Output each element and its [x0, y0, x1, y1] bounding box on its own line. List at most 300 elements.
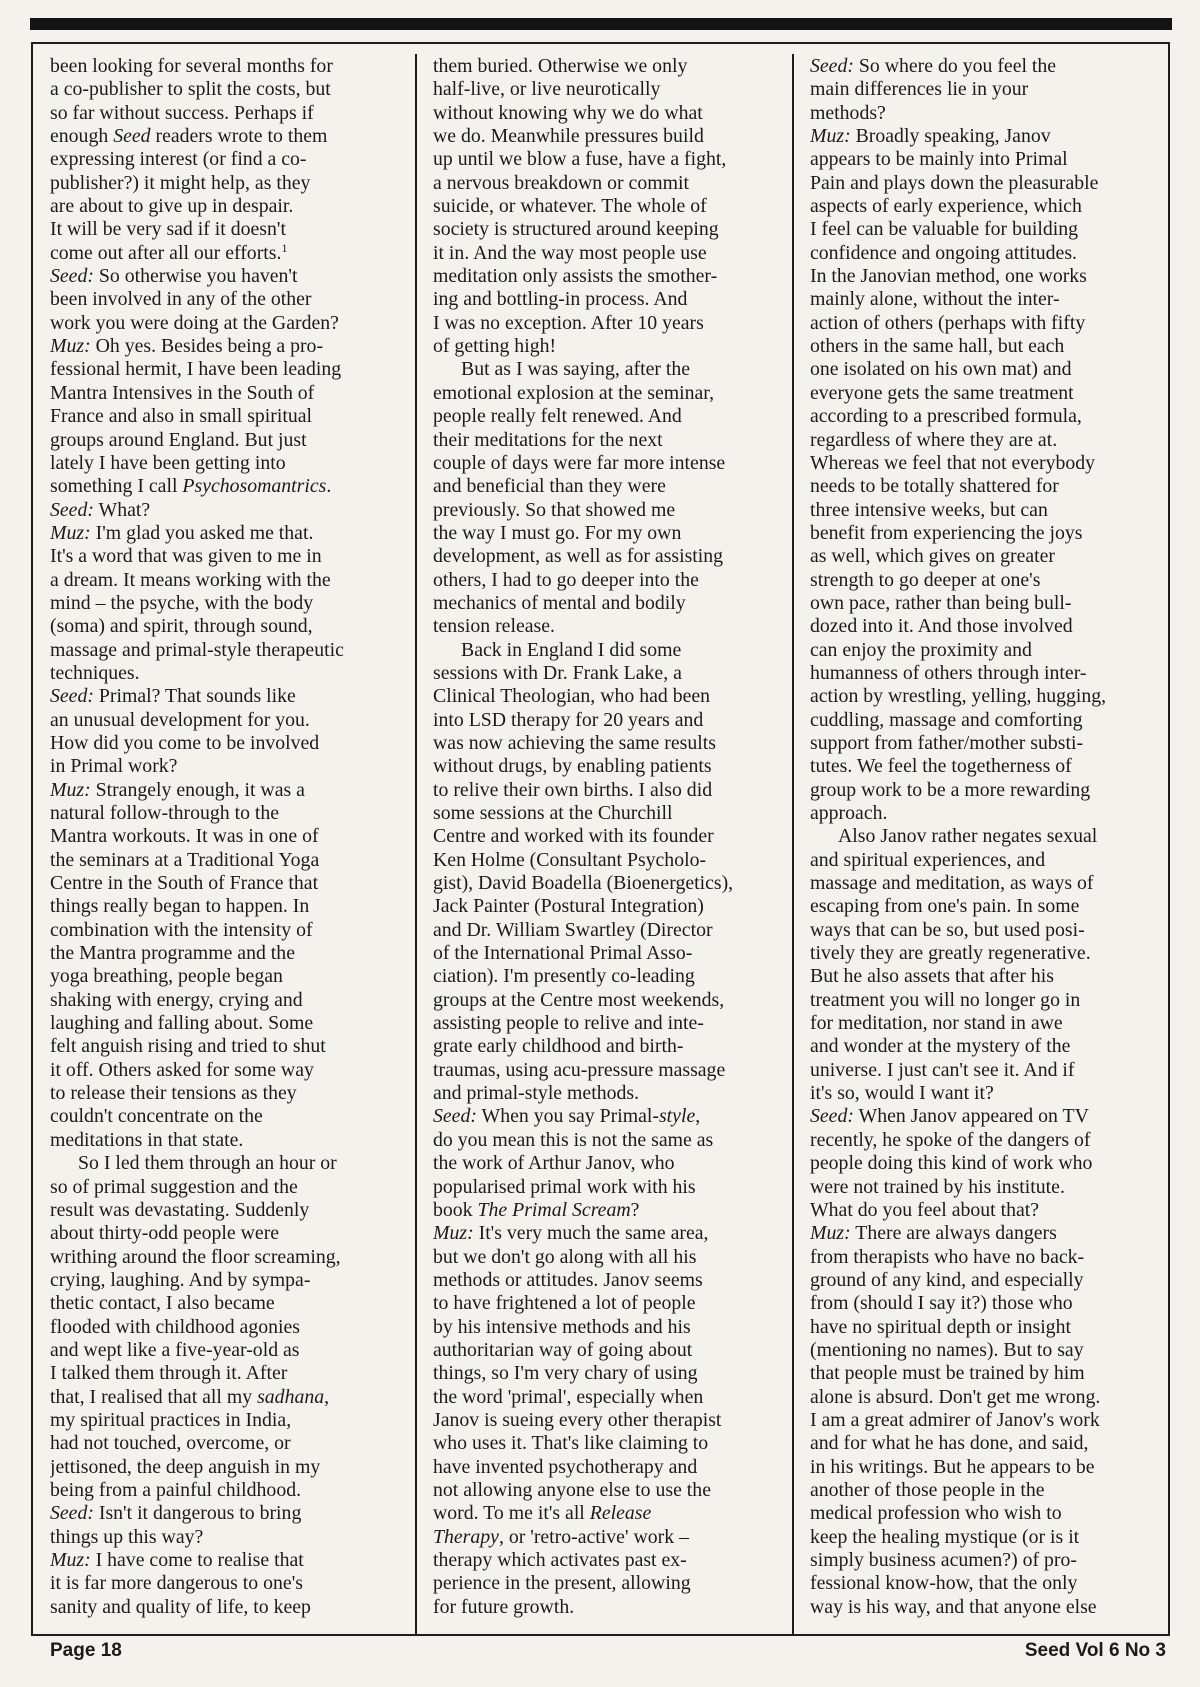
line-text: Clinical Theologian, who had been [433, 685, 711, 708]
text-line [50, 919, 396, 942]
speaker-label: Seed: [810, 55, 854, 77]
article-column-2 [433, 55, 779, 1619]
line-text: mechanics of mental and bodily [433, 591, 686, 614]
speaker-label: Seed: [50, 498, 94, 521]
line-text: the word 'primal', especially when [433, 1385, 704, 1408]
line-text: Ken Holme (Consultant Psycholo- [433, 848, 707, 871]
line-text: of the International Primal Asso- [433, 942, 693, 965]
speaker-label: Muz: [433, 1222, 474, 1245]
line-text: keep the healing mystique (or is it [810, 1525, 1080, 1548]
line-text: as well, which gives on greater [810, 545, 1055, 568]
text-line [50, 125, 396, 148]
text-line [433, 732, 779, 755]
text-line [433, 1012, 779, 1035]
line-text: according to a prescribed formula, [810, 405, 1082, 428]
text-line [50, 942, 396, 965]
footnote-marker: 1 [281, 240, 288, 255]
line-text: society is structured around keeping [433, 218, 719, 241]
line-text: for meditation, nor stand in awe [810, 1012, 1063, 1035]
line-text: regardless of where they are at. [810, 428, 1058, 451]
line-text: I feel can be valuable for building [810, 218, 1079, 241]
line-text: result was devastating. Suddenly [50, 1198, 310, 1221]
line-text: I have come to realise that [90, 1549, 304, 1571]
text-line [810, 1246, 1156, 1269]
line-text: half-live, or live neurotically [433, 78, 661, 101]
text-line [810, 288, 1156, 311]
line-text: the seminars at a Traditional Yoga [50, 848, 320, 871]
line-text: mind – the psyche, with the body [50, 591, 314, 614]
text-line [50, 172, 396, 195]
text-line [433, 429, 779, 452]
line-text: previously. So that showed me [433, 498, 676, 521]
line-text: and beneficial than they were [433, 475, 666, 498]
text-line [810, 1572, 1156, 1595]
text-line [50, 405, 396, 428]
text-line [810, 218, 1156, 241]
text-line [810, 1012, 1156, 1035]
line-text: But he also assets that after his [810, 965, 1054, 988]
text-line [433, 1456, 779, 1479]
text-line [50, 499, 396, 522]
text-line [433, 545, 779, 568]
text-line [433, 685, 779, 708]
line-text: are about to give up in despair. [50, 195, 294, 218]
line-text: about thirty-odd people were [50, 1222, 280, 1245]
line-text: others in the same hall, but each [810, 335, 1065, 358]
line-text: Centre in the South of France that [50, 872, 319, 895]
text-line [433, 1246, 779, 1269]
line-text: traumas, using acu-pressure massage [433, 1058, 726, 1081]
column-divider [792, 54, 794, 1636]
text-line [810, 242, 1156, 265]
line-text: have no spiritual depth or insight [810, 1315, 1071, 1338]
text-line [433, 1082, 779, 1105]
line-text: book [433, 1198, 478, 1221]
text-line [433, 312, 779, 335]
line-text: So otherwise you haven't [93, 265, 298, 288]
text-line [433, 1572, 779, 1595]
text-line [50, 1012, 396, 1035]
line-text: in his writings. But he appears to be [810, 1455, 1095, 1478]
text-line [50, 1105, 396, 1128]
text-line [50, 102, 396, 125]
text-line [433, 358, 779, 381]
text-line [50, 242, 396, 265]
text-line [50, 1152, 396, 1175]
line-text: flooded with childhood agonies [50, 1315, 300, 1338]
text-line [433, 569, 779, 592]
text-line [433, 1176, 779, 1199]
line-text: so of primal suggestion and the [50, 1175, 298, 1198]
line-text: France and also in small spiritual [50, 405, 313, 428]
italic-text: sadhana [257, 1385, 325, 1408]
line-text: people doing this kind of work who [810, 1152, 1093, 1175]
text-line [433, 895, 779, 918]
text-line [810, 1105, 1156, 1128]
line-text: Janov is sueing every other therapist [433, 1408, 722, 1431]
text-line [433, 522, 779, 545]
text-line [433, 1339, 779, 1362]
line-text: groups around England. But just [50, 428, 307, 451]
text-line [50, 965, 396, 988]
text-line [433, 1035, 779, 1058]
line-text: the way I must go. For my own [433, 521, 682, 544]
text-line [433, 615, 779, 638]
text-line [50, 1572, 396, 1595]
text-line [810, 1432, 1156, 1455]
line-text: fessional hermit, I have been leading [50, 358, 342, 381]
line-text: How did you come to be involved [50, 731, 320, 754]
line-text: In the Janovian method, one works [810, 265, 1087, 288]
text-line [433, 1059, 779, 1082]
line-text: them buried. Otherwise we only [433, 55, 688, 77]
text-line [810, 335, 1156, 358]
line-text: own pace, rather than being bull- [810, 591, 1072, 614]
line-text: a nervous breakdown or commit [433, 171, 689, 194]
line-text: tively they are greatly regenerative. [810, 942, 1091, 965]
text-line [810, 545, 1156, 568]
line-text: it is far more dangerous to one's [50, 1572, 303, 1595]
line-text: (soma) and spirit, through sound, [50, 615, 313, 638]
line-text: confidence and ongoing attitudes. [810, 241, 1077, 264]
text-line [50, 1362, 396, 1385]
line-text: So I led them through an hour or [78, 1152, 337, 1175]
line-text: one isolated on his own mat) and [810, 358, 1072, 381]
line-text: I am a great admirer of Janov's work [810, 1408, 1100, 1431]
line-text: group work to be a more rewarding [810, 778, 1091, 801]
text-line [810, 195, 1156, 218]
text-line [50, 1386, 396, 1409]
text-line [50, 78, 396, 101]
text-line [433, 242, 779, 265]
line-text: being from a painful childhood. [50, 1478, 302, 1501]
line-text: not allowing anyone else to use the [433, 1478, 711, 1501]
text-line [433, 265, 779, 288]
text-line [433, 872, 779, 895]
text-line [433, 709, 779, 732]
line-text: approach. [810, 802, 888, 824]
line-text: a co-publisher to split the costs, but [50, 78, 331, 101]
speaker-label: Seed: [433, 1105, 477, 1128]
text-line [433, 405, 779, 428]
text-line [433, 965, 779, 988]
line-text: alone is absurd. Don't get me wrong. [810, 1385, 1101, 1408]
line-text: dozed into it. And those involved [810, 615, 1073, 638]
text-line [810, 405, 1156, 428]
text-line [810, 125, 1156, 148]
text-line [50, 1409, 396, 1432]
text-line [810, 55, 1156, 78]
text-line [810, 1152, 1156, 1175]
text-line [50, 662, 396, 685]
text-line [433, 1222, 779, 1245]
line-text: enough [50, 125, 114, 148]
text-line [50, 849, 396, 872]
text-line [810, 732, 1156, 755]
text-line [433, 1269, 779, 1292]
line-text: tutes. We feel the togetherness of [810, 755, 1072, 778]
line-text: massage and primal-style therapeutic [50, 638, 344, 661]
issue-label: Seed Vol 6 No 3 [1024, 1640, 1166, 1661]
text-line [50, 1246, 396, 1269]
text-line [810, 755, 1156, 778]
text-line [433, 1502, 779, 1525]
line-text: So where do you feel the [853, 55, 1057, 77]
line-text: jettisoned, the deep anguish in my [50, 1455, 321, 1478]
line-text: Strangely enough, it was a [90, 778, 305, 801]
text-line [50, 312, 396, 335]
line-text: assisting people to relive and inte- [433, 1012, 704, 1035]
line-text: been looking for several months for [50, 55, 333, 77]
line-text: I was no exception. After 10 years [433, 311, 704, 334]
line-text: tension release. [433, 615, 555, 638]
italic-text: style [658, 1105, 696, 1128]
line-text: authoritarian way of going about [433, 1338, 693, 1361]
text-line [810, 102, 1156, 125]
line-text: It will be very sad if it doesn't [50, 218, 286, 241]
line-text: of getting high! [433, 335, 557, 358]
line-text: way is his way, and that anyone else [810, 1595, 1097, 1618]
line-text: Mantra workouts. It was in one of [50, 825, 319, 848]
line-text: sanity and quality of life, to keep [50, 1595, 311, 1618]
article-column-3 [810, 55, 1156, 1619]
text-line [50, 1339, 396, 1362]
line-text: mainly alone, without the inter- [810, 288, 1060, 311]
text-line [50, 615, 396, 638]
text-line [810, 78, 1156, 101]
line-text: and primal-style methods. [433, 1082, 640, 1105]
line-text: methods? [810, 101, 886, 124]
text-line [50, 709, 396, 732]
text-line [433, 1549, 779, 1572]
text-line [50, 1292, 396, 1315]
text-line [50, 872, 396, 895]
line-text: Jack Painter (Postural Integration) [433, 895, 704, 918]
line-text: ground of any kind, and especially [810, 1268, 1084, 1291]
text-line [810, 1082, 1156, 1105]
text-line [433, 1105, 779, 1128]
line-text: Broadly speaking, Janov [850, 125, 1051, 148]
line-text: things up this way? [50, 1525, 204, 1548]
line-text: from therapists who have no back- [810, 1245, 1085, 1268]
text-line [433, 849, 779, 872]
text-line [433, 1432, 779, 1455]
line-text: escaping from one's pain. In some [810, 895, 1080, 918]
line-text: from (should I say it?) those who [810, 1292, 1073, 1315]
line-text: But as I was saying, after the [461, 358, 691, 381]
line-text: ing and bottling-in process. And [433, 288, 688, 311]
italic-text: Seed [113, 125, 151, 148]
text-line [810, 989, 1156, 1012]
text-line [50, 569, 396, 592]
text-line [433, 102, 779, 125]
line-text: it in. And the way most people use [433, 241, 707, 264]
text-line [810, 802, 1156, 825]
text-line [810, 709, 1156, 732]
text-line [810, 1269, 1156, 1292]
line-text: perience in the present, allowing [433, 1572, 691, 1595]
line-text: have invented psychotherapy and [433, 1455, 698, 1478]
line-text: benefit from experiencing the joys [810, 521, 1083, 544]
line-text: for future growth. [433, 1595, 575, 1618]
line-text: three intensive weeks, but can [810, 498, 1048, 521]
line-text: universe. I just can't see it. And if [810, 1058, 1075, 1081]
article-column-1 [50, 55, 396, 1619]
line-text: everyone gets the same treatment [810, 381, 1074, 404]
text-line [50, 1316, 396, 1339]
line-text: others, I had to go deeper into the [433, 568, 699, 591]
line-text: support from father/mother substi- [810, 731, 1084, 754]
text-line [50, 1082, 396, 1105]
line-text: lately I have been getting into [50, 451, 286, 474]
text-line [50, 1432, 396, 1455]
text-line [433, 452, 779, 475]
line-text: combination with the intensity of [50, 918, 313, 941]
text-line [50, 802, 396, 825]
line-text: up until we blow a fuse, have a fight, [433, 148, 727, 171]
line-text: Back in England I did some [461, 638, 682, 661]
line-text: Isn't it dangerous to bring [93, 1502, 302, 1525]
line-text: appears to be mainly into Primal [810, 148, 1068, 171]
line-text: popularised primal work with his [433, 1175, 696, 1198]
line-text: yoga breathing, people began [50, 965, 283, 988]
text-line [433, 1152, 779, 1175]
line-text: shaking with energy, crying and [50, 988, 303, 1011]
line-text: something I call [50, 475, 183, 498]
text-line [810, 1362, 1156, 1385]
line-text: and for what he has done, and said, [810, 1432, 1089, 1455]
text-line [50, 1479, 396, 1502]
italic-text: Release [589, 1502, 652, 1525]
line-text: and wept like a five-year-old as [50, 1338, 300, 1361]
line-text: emotional explosion at the seminar, [433, 381, 715, 404]
line-text: Whereas we feel that not everybody [810, 451, 1096, 474]
text-line [433, 195, 779, 218]
text-line [433, 1199, 779, 1222]
text-line [50, 592, 396, 615]
text-line [50, 475, 396, 498]
text-line [810, 662, 1156, 685]
line-text: Pain and plays down the pleasurable [810, 171, 1099, 194]
line-text: in Primal work? [50, 755, 178, 778]
line-text: needs to be totally shattered for [810, 475, 1059, 498]
text-line [50, 1176, 396, 1199]
speaker-label: Muz: [810, 1222, 851, 1245]
line-text: had not touched, overcome, or [50, 1432, 291, 1455]
top-rule [30, 18, 1172, 30]
text-line [433, 1362, 779, 1385]
line-text: been involved in any of the other [50, 288, 312, 311]
line-text: I talked them through it. After [50, 1362, 288, 1385]
text-line [810, 312, 1156, 335]
line-text: their meditations for the next [433, 428, 663, 451]
text-line [50, 148, 396, 171]
text-line [810, 1059, 1156, 1082]
text-line [50, 545, 396, 568]
line-text: work you were doing at the Garden? [50, 311, 339, 334]
line-text: some sessions at the Churchill [433, 802, 673, 824]
text-line [50, 1502, 396, 1525]
text-line [810, 1456, 1156, 1479]
speaker-label: Seed: [50, 1502, 94, 1525]
text-line [50, 639, 396, 662]
line-text: without knowing why we do what [433, 101, 703, 124]
line-text: meditation only assists the smother- [433, 265, 718, 288]
text-line [433, 1292, 779, 1315]
text-line [810, 849, 1156, 872]
line-text: publisher?) it might help, as they [50, 171, 311, 194]
text-line [810, 522, 1156, 545]
text-line [433, 592, 779, 615]
text-line [810, 639, 1156, 662]
line-text: treatment you will no longer go in [810, 988, 1081, 1011]
line-text: couple of days were far more intense [433, 451, 726, 474]
line-text: by his intensive methods and his [433, 1315, 691, 1338]
line-text: When Janov appeared on TV [853, 1105, 1089, 1128]
line-text: cuddling, massage and comforting [810, 708, 1083, 731]
text-line [433, 779, 779, 802]
line-text: so far without success. Perhaps if [50, 101, 314, 124]
line-text: I'm glad you asked me that. [90, 521, 314, 544]
line-text: that people must be trained by him [810, 1362, 1085, 1385]
line-text: There are always dangers [850, 1222, 1057, 1245]
text-line [433, 125, 779, 148]
text-line [50, 989, 396, 1012]
line-text: come out after all our efforts. [50, 241, 282, 264]
text-line [810, 1316, 1156, 1339]
line-text: thetic contact, I also became [50, 1292, 275, 1315]
line-text: another of those people in the [810, 1478, 1045, 1501]
line-text: ways that can be so, but used posi- [810, 918, 1085, 941]
line-text: action by wrestling, yelling, hugging, [810, 685, 1107, 708]
text-line [810, 965, 1156, 988]
line-text: humanness of others through inter- [810, 661, 1087, 684]
text-line [50, 218, 396, 241]
text-line [810, 1526, 1156, 1549]
text-line [50, 1059, 396, 1082]
text-line [433, 218, 779, 241]
line-text: action of others (perhaps with fifty [810, 311, 1086, 334]
text-line [50, 779, 396, 802]
text-line [50, 1549, 396, 1572]
line-text: readers wrote to them [150, 125, 328, 148]
line-text: Mantra Intensives in the South of [50, 381, 315, 404]
text-line [810, 475, 1156, 498]
text-line [810, 1596, 1156, 1619]
line-text: grate early childhood and birth- [433, 1035, 684, 1058]
line-text: techniques. [50, 661, 140, 684]
line-text: Centre and worked with its founder [433, 825, 714, 848]
text-line [433, 989, 779, 1012]
line-text: crying, laughing. And by sympa- [50, 1268, 311, 1291]
line-text: into LSD therapy for 20 years and [433, 708, 704, 731]
italic-text: Psychosomantrics [182, 475, 327, 498]
line-text: . [326, 475, 332, 498]
text-line [50, 825, 396, 848]
line-text: were not trained by his institute. [810, 1175, 1065, 1198]
text-line [433, 1316, 779, 1339]
text-line [50, 382, 396, 405]
text-line [810, 452, 1156, 475]
line-text: therapy which activates past ex- [433, 1549, 687, 1571]
text-line [810, 1222, 1156, 1245]
text-line [50, 685, 396, 708]
speaker-label: Seed: [50, 265, 94, 288]
text-line [50, 55, 396, 78]
line-text: , [695, 1105, 701, 1128]
text-line [810, 569, 1156, 592]
text-line [433, 172, 779, 195]
